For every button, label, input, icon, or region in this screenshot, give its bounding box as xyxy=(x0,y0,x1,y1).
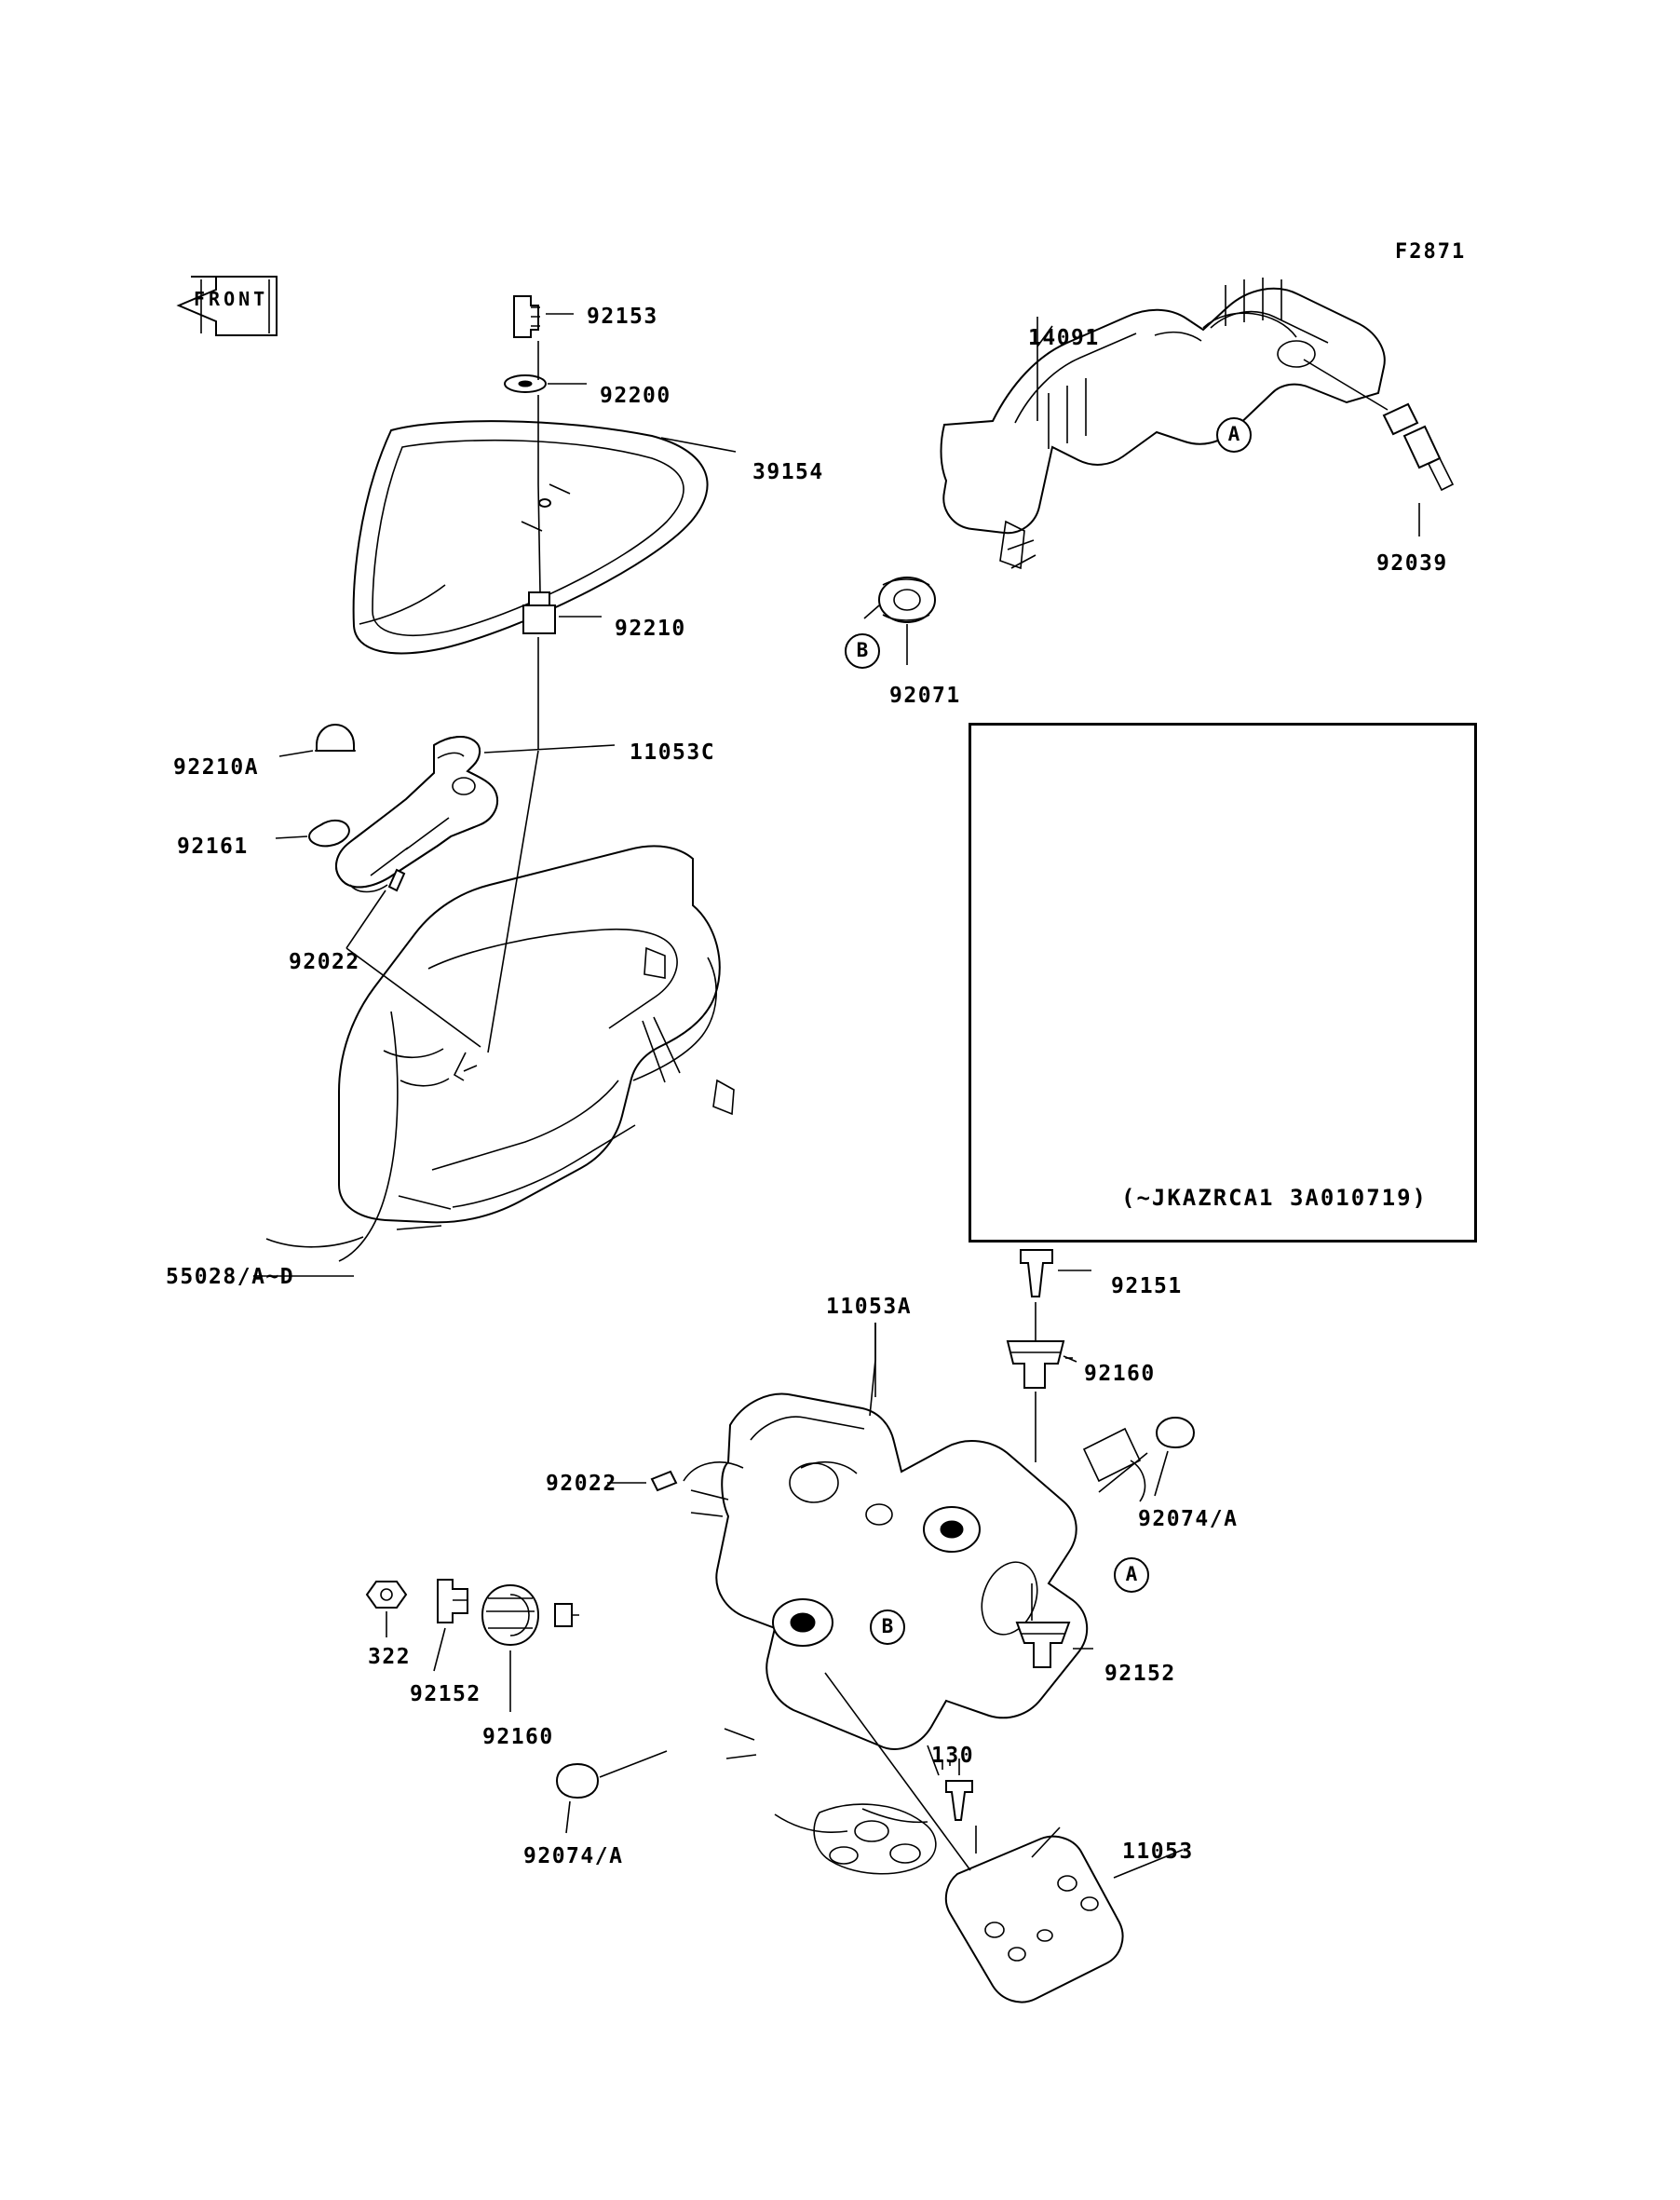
circle-mark-A-top: A xyxy=(1216,417,1252,453)
part-92160-damper-left xyxy=(482,1585,579,1712)
callout-92160-right: 92160 xyxy=(1084,1362,1156,1386)
callout-92200: 92200 xyxy=(600,384,671,408)
callout-39154: 39154 xyxy=(752,460,824,484)
callout-92210A: 92210A xyxy=(173,755,260,780)
part-322-nut xyxy=(367,1582,406,1637)
callout-92152-right: 92152 xyxy=(1104,1662,1176,1686)
callout-92160-left: 92160 xyxy=(482,1725,554,1749)
callout-11053C: 11053C xyxy=(630,740,716,765)
part-92160-damper-right xyxy=(1008,1341,1077,1462)
callout-92074A-left: 92074/A xyxy=(523,1844,624,1868)
part-92153-bolt xyxy=(514,296,574,337)
callout-92153: 92153 xyxy=(587,305,658,329)
callout-92161: 92161 xyxy=(177,835,249,859)
callout-11053A: 11053A xyxy=(826,1295,913,1319)
callout-92039: 92039 xyxy=(1376,551,1448,576)
part-92152-collar-left xyxy=(434,1580,467,1671)
part-92200-washer xyxy=(505,375,587,392)
circle-mark-B-lower: B xyxy=(870,1609,905,1645)
inset-panel xyxy=(969,723,1477,1243)
callout-322: 322 xyxy=(368,1645,412,1669)
part-92022-washer-lower xyxy=(607,1472,676,1490)
part-92074A-cap-right xyxy=(1099,1418,1194,1496)
front-marker-label: FRONT xyxy=(194,288,269,310)
callout-55028: 55028/A~D xyxy=(166,1265,295,1289)
part-55028-cowling xyxy=(253,846,734,1276)
inset-note: (~JKAZRCA1 3A010719) xyxy=(1121,1185,1428,1211)
drawing-code: F2871 xyxy=(1395,240,1467,264)
part-92074A-cap-left xyxy=(557,1751,667,1833)
part-92161-damper xyxy=(276,821,349,846)
callout-92022-upper: 92022 xyxy=(289,950,360,974)
part-92210A-cap xyxy=(279,725,356,756)
callout-14091: 14091 xyxy=(1028,326,1100,350)
callout-11053: 11053 xyxy=(1122,1840,1194,1864)
callout-92022-lower: 92022 xyxy=(546,1472,617,1496)
circle-mark-A-lower: A xyxy=(1114,1557,1149,1593)
callout-130: 130 xyxy=(931,1744,975,1768)
part-92210-nut xyxy=(523,592,602,689)
circle-mark-B-top: B xyxy=(845,633,880,669)
callout-92074A-right: 92074/A xyxy=(1138,1507,1239,1531)
callout-92210: 92210 xyxy=(615,617,686,641)
part-14091-cover xyxy=(942,278,1385,568)
part-11053A-bracket xyxy=(684,1323,1145,1874)
part-92151-bolt xyxy=(1021,1250,1091,1341)
callout-92071: 92071 xyxy=(889,684,961,708)
callout-92151: 92151 xyxy=(1111,1274,1183,1298)
callout-92152-left: 92152 xyxy=(410,1682,481,1706)
